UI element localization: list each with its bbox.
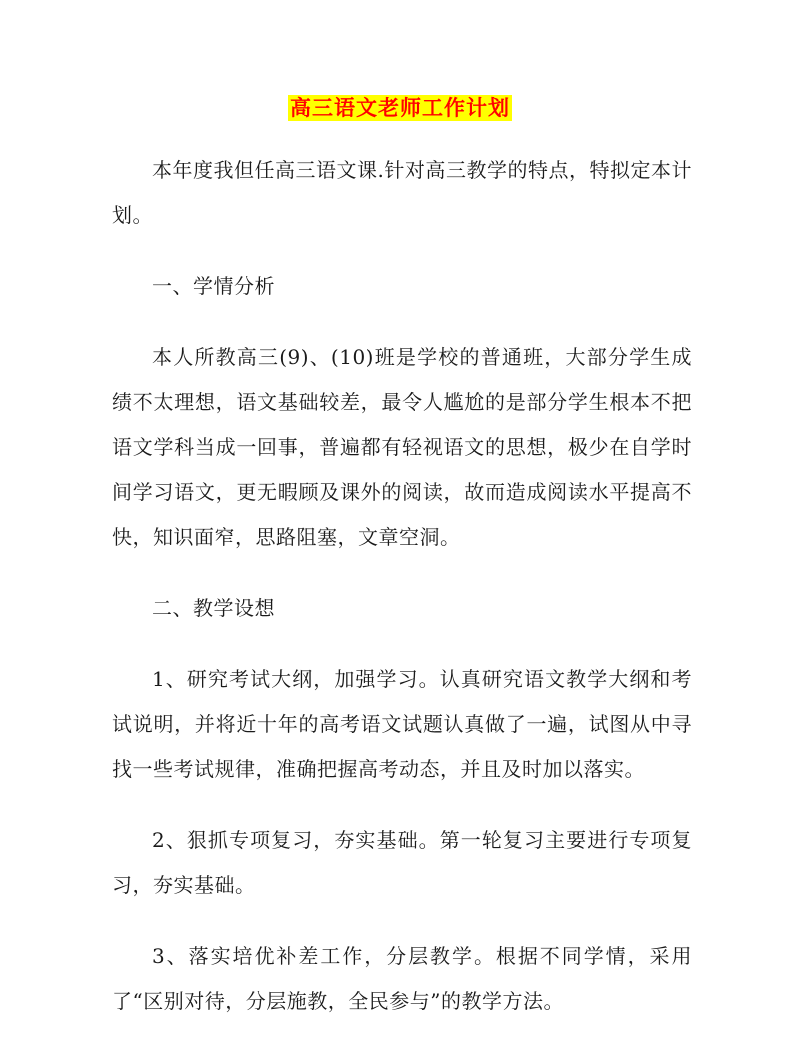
- document-title: 高三语文老师工作计划: [290, 95, 510, 120]
- plan-item-1: 1、研究考试大纲，加强学习。认真研究语文教学大纲和考试说明，并将近十年的高考语文试题认真做了一遍，试图从中寻找一些考试规律，准确把握高考动态，并且及时加以落实。: [112, 667, 692, 781]
- plan-item-2: 2、狠抓专项复习，夯实基础。第一轮复习主要进行专项复习，夯实基础。: [112, 828, 692, 897]
- section-heading-learning-analysis: 一、学情分析: [152, 274, 275, 298]
- intro-paragraph: 本年度我但任高三语文课.针对高三教学的特点，特拟定本计划。: [112, 158, 692, 227]
- learning-analysis-paragraph: 本人所教高三(9)、(10)班是学校的普通班，大部分学生成绩不太理想，语文基础较差，最令人尴尬的是部分学生根本不把语文学科当成一回事，普遍都有轻视语文的思想，极少在自学时间学习语文，更无暇顾及课外的阅读，故而造成阅读水平提高不快，知识面窄，思路阻塞，文章空洞。: [112, 345, 692, 549]
- section-heading-teaching-plan: 二、教学设想: [152, 596, 275, 620]
- title-container: [0, 95, 800, 121]
- plan-item-3: 3、落实培优补差工作，分层教学。根据不同学情，采用了“区别对待，分层施教，全民参与”的教学方法。: [112, 944, 692, 1013]
- document-body: [112, 148, 692, 1050]
